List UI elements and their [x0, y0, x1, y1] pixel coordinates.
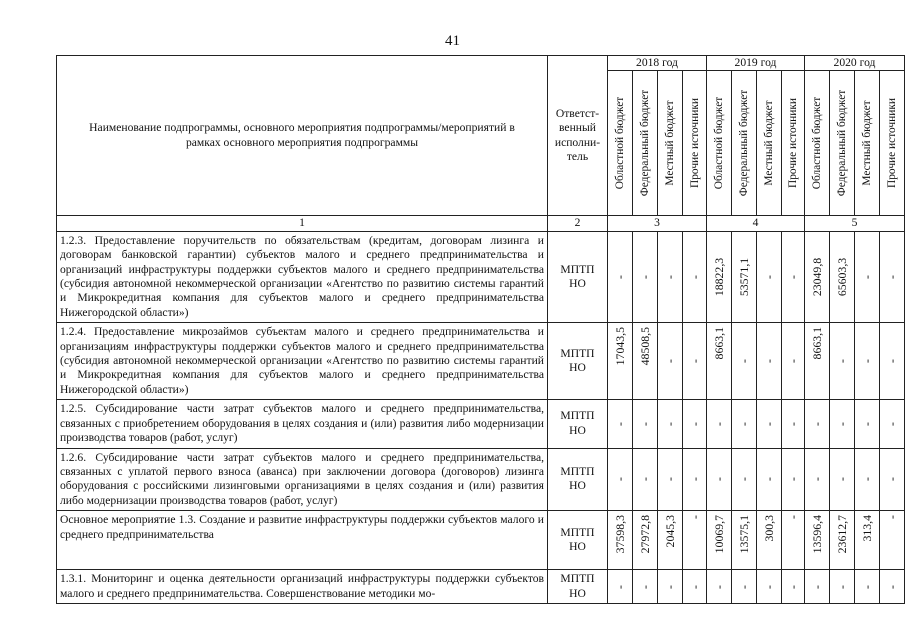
value-text: -: [612, 477, 627, 482]
value-cell: [880, 231, 905, 322]
value-text: -: [637, 421, 652, 426]
value-text: -: [884, 515, 899, 520]
responsible-abbr: МПТП: [560, 346, 595, 360]
value-text: -: [687, 477, 702, 482]
value-cell: [658, 231, 683, 322]
value-text: -: [662, 359, 677, 364]
value-cell: [732, 400, 757, 448]
value-cell: [757, 231, 782, 322]
value-text: -: [884, 275, 899, 279]
value-cell: [732, 448, 757, 511]
table-row: [57, 448, 905, 511]
value-text: 27972,8: [637, 515, 652, 554]
value-cell: [880, 448, 905, 511]
value-cell: [732, 323, 757, 400]
source-header-label: Местный бюджет: [762, 100, 775, 187]
value-cell: [782, 400, 805, 448]
source-header: [880, 71, 905, 216]
row-description: 1.2.6. Субсидирование части затрат субъектов малого и среднего предпринимательства, связанных с уплатой первого взноса (аванса) при заключении договора (договоров) лизинга оборудования с российскими лизинговыми организациями в целях создания и (или) развития либо модернизации производства товаров (работ, услуг): [57, 448, 548, 511]
value-cell: [830, 511, 855, 570]
value-text: 10069,7: [711, 515, 726, 554]
value-cell: [707, 570, 732, 604]
table-row: [57, 323, 905, 400]
value-cell: [683, 323, 707, 400]
responsible-abbr: МПТП: [560, 409, 595, 423]
value-cell: [608, 323, 633, 400]
value-cell: [855, 400, 880, 448]
responsible-abbr: МПТП: [560, 525, 595, 539]
value-text: -: [785, 359, 800, 364]
value-text: -: [761, 477, 776, 482]
value-cell: [633, 570, 658, 604]
source-header-label: Областной бюджет: [712, 97, 725, 190]
value-text: -: [612, 421, 627, 426]
value-text: -: [612, 584, 627, 589]
value-text: -: [637, 584, 652, 589]
value-cell: [880, 400, 905, 448]
value-cell: [732, 511, 757, 570]
value-cell: [683, 570, 707, 604]
value-cell: [658, 323, 683, 400]
value-cell: [707, 323, 732, 400]
value-text: -: [809, 477, 824, 482]
value-text: -: [785, 275, 800, 279]
row-description: 1.2.5. Субсидирование части затрат субъектов малого и среднего предпринимательства, связанных с приобретением оборудования в целях создания и (или) развития либо модернизации производства товаров (работ, услуг): [57, 400, 548, 448]
responsible-line: венный: [559, 121, 596, 135]
value-text: -: [711, 421, 726, 426]
value-cell: [608, 448, 633, 511]
budget-table: [56, 55, 905, 604]
value-cell: [608, 400, 633, 448]
value-text: -: [687, 421, 702, 426]
value-cell: [830, 448, 855, 511]
value-text: -: [785, 477, 800, 482]
value-cell: [633, 511, 658, 570]
value-cell: [830, 400, 855, 448]
source-header: [732, 71, 757, 216]
value-cell: [805, 511, 830, 570]
value-cell: [633, 448, 658, 511]
value-cell: [707, 511, 732, 570]
value-cell: [732, 231, 757, 322]
value-text: -: [834, 421, 849, 426]
value-text: -: [859, 275, 874, 279]
value-text: 13575,1: [736, 515, 751, 554]
column-number-5: 5: [805, 216, 905, 231]
responsible-abbr: НО: [569, 540, 586, 554]
value-text: -: [612, 275, 627, 279]
value-cell: [782, 323, 805, 400]
value-text: -: [736, 359, 751, 364]
responsible-abbr: НО: [569, 277, 586, 291]
responsible-abbr: МПТП: [560, 262, 595, 276]
value-cell: [805, 448, 830, 511]
row-description: 1.3.1. Мониторинг и оценка деятельности организаций инфраструктуры поддержки субъектов малого и среднего предпринимательства. Совершенствование методики мо-: [57, 570, 548, 604]
source-header-label: Федеральный бюджет: [638, 90, 651, 197]
value-text: -: [736, 421, 751, 426]
value-text: 300,3: [761, 515, 776, 542]
source-header: [608, 71, 633, 216]
value-cell: [757, 511, 782, 570]
value-text: -: [884, 359, 899, 364]
source-header-label: Областной бюджет: [810, 97, 823, 190]
page-number: 41: [445, 33, 460, 49]
value-text: 13596,4: [809, 515, 824, 554]
responsible-line: тель: [566, 150, 589, 164]
source-header: [658, 71, 683, 216]
value-cell: [880, 511, 905, 570]
value-text: -: [859, 477, 874, 482]
table-row: [57, 400, 905, 448]
value-text: -: [761, 275, 776, 279]
value-text: 8663,1: [711, 327, 726, 360]
value-cell: [707, 231, 732, 322]
value-text: -: [834, 477, 849, 482]
row-description: 1.2.3. Предоставление поручительств по обязательствам (кредитам, договорам лизинга и договорам банковской гарантии) субъектов малого и среднего предпринимательства и организаций инфраструктуры поддержки субъектов малого и среднего предпринимательства (субсидия автономной некоммерческой организации «Агентство по развитию системы гарантий и Микрокредитная компания для субъектов малого и среднего предпринимательства Нижегородской области»): [57, 231, 548, 322]
responsible-abbr: НО: [569, 586, 586, 600]
value-text: -: [884, 584, 899, 589]
value-cell: [805, 323, 830, 400]
value-text: -: [761, 359, 776, 364]
value-text: -: [785, 584, 800, 589]
source-header: [805, 71, 830, 216]
value-cell: [880, 323, 905, 400]
value-cell: [608, 511, 633, 570]
value-cell: [707, 400, 732, 448]
value-cell: [658, 448, 683, 511]
row-description: Основное мероприятие 1.3. Создание и развитие инфраструктуры поддержки субъектов малого и среднего предпринимательства: [57, 511, 548, 570]
value-text: -: [662, 421, 677, 426]
value-text: 8663,1: [809, 327, 824, 360]
source-header-label: Прочие источники: [885, 98, 898, 189]
responsible-abbr: НО: [569, 479, 586, 493]
value-text: -: [785, 421, 800, 426]
value-cell: [608, 231, 633, 322]
source-header-label: Федеральный бюджет: [835, 90, 848, 197]
responsible-abbr: МПТП: [560, 464, 595, 478]
value-cell: [757, 570, 782, 604]
value-cell: [855, 448, 880, 511]
row-description: 1.2.4. Предоставление микрозаймов субъектам малого и среднего предпринимательства и организациям инфраструктуры поддержки субъектов малого и среднего предпринимательства (субсидия автономной некоммерческой организации «Агентство по развитию системы гарантий и Микрокредитная компания для субъектов малого и среднего предпринимательства Нижегородской области»): [57, 323, 548, 400]
column-number-2: 2: [548, 216, 608, 231]
value-cell: [658, 400, 683, 448]
source-header: [782, 71, 805, 216]
value-cell: [855, 323, 880, 400]
row-responsible: [548, 400, 608, 448]
value-text: 65603,3: [834, 257, 849, 297]
year-header-2018: 2018 год: [608, 56, 707, 71]
value-cell: [757, 400, 782, 448]
value-cell: [782, 231, 805, 322]
source-header: [757, 71, 782, 216]
value-cell: [658, 570, 683, 604]
value-text: -: [662, 477, 677, 482]
value-cell: [608, 570, 633, 604]
source-header-label: Областной бюджет: [613, 97, 626, 190]
column-number-3: 3: [608, 216, 707, 231]
value-cell: [855, 511, 880, 570]
value-text: -: [637, 275, 652, 279]
value-cell: [683, 511, 707, 570]
value-text: 23049,8: [809, 257, 824, 297]
table-row: [57, 570, 905, 604]
value-cell: [757, 448, 782, 511]
value-cell: [683, 400, 707, 448]
value-text: 23612,7: [834, 515, 849, 554]
value-cell: [805, 570, 830, 604]
value-text: -: [711, 477, 726, 482]
value-text: -: [687, 359, 702, 364]
value-text: 37598,3: [612, 515, 627, 554]
value-text: -: [884, 477, 899, 482]
value-text: -: [809, 421, 824, 426]
value-text: -: [859, 584, 874, 589]
value-text: -: [736, 477, 751, 482]
value-cell: [782, 511, 805, 570]
responsible-abbr: НО: [569, 423, 586, 437]
source-header: [830, 71, 855, 216]
source-header: [707, 71, 732, 216]
column-header-name: Наименование подпрограммы, основного мероприятия подпрограммы/мероприятий в рамках основного мероприятия подпрограммы: [57, 56, 548, 216]
value-text: 53571,1: [736, 257, 751, 297]
value-cell: [855, 570, 880, 604]
value-text: -: [687, 275, 702, 279]
row-responsible: [548, 323, 608, 400]
value-text: -: [834, 359, 849, 364]
value-text: 313,4: [859, 515, 874, 542]
value-cell: [830, 323, 855, 400]
source-header-label: Федеральный бюджет: [737, 90, 750, 197]
column-header-responsible: [548, 56, 608, 216]
value-cell: [683, 231, 707, 322]
value-cell: [707, 448, 732, 511]
value-cell: [757, 323, 782, 400]
responsible-line: исполни-: [554, 135, 601, 149]
value-text: -: [662, 275, 677, 279]
value-text: 48508,5: [637, 327, 652, 366]
value-text: -: [884, 421, 899, 426]
value-cell: [732, 570, 757, 604]
responsible-line: Ответст-: [555, 106, 600, 120]
source-header-label: Прочие источники: [786, 98, 799, 189]
value-text: -: [834, 584, 849, 589]
value-cell: [855, 231, 880, 322]
year-header-2019: 2019 год: [707, 56, 805, 71]
value-text: -: [687, 584, 702, 589]
value-cell: [633, 400, 658, 448]
value-cell: [782, 448, 805, 511]
value-cell: [658, 511, 683, 570]
responsible-abbr: НО: [569, 361, 586, 375]
value-cell: [805, 400, 830, 448]
responsible-abbr: МПТП: [560, 572, 595, 586]
table-row: [57, 511, 905, 570]
row-responsible: [548, 570, 608, 604]
row-responsible: [548, 511, 608, 570]
source-header: [855, 71, 880, 216]
value-text: -: [785, 515, 800, 520]
value-cell: [830, 570, 855, 604]
source-header-label: Местный бюджет: [663, 100, 676, 187]
value-text: -: [662, 584, 677, 589]
value-text: -: [859, 359, 874, 364]
value-text: -: [687, 515, 702, 520]
value-text: -: [859, 421, 874, 426]
value-cell: [805, 231, 830, 322]
table-row: [57, 231, 905, 322]
column-number-1: 1: [57, 216, 548, 231]
source-header: [683, 71, 707, 216]
row-responsible: [548, 448, 608, 511]
value-cell: [633, 323, 658, 400]
source-header-label: Местный бюджет: [860, 100, 873, 187]
value-text: 18822,3: [711, 257, 726, 297]
value-text: -: [736, 584, 751, 589]
value-text: 17043,5: [612, 327, 627, 366]
value-cell: [633, 231, 658, 322]
value-text: 2045,3: [662, 515, 677, 548]
value-text: -: [711, 584, 726, 589]
value-text: -: [637, 477, 652, 482]
source-header-label: Прочие источники: [688, 98, 701, 189]
row-responsible: [548, 231, 608, 322]
column-number-4: 4: [707, 216, 805, 231]
value-cell: [683, 448, 707, 511]
value-text: -: [761, 584, 776, 589]
value-cell: [782, 570, 805, 604]
source-header: [633, 71, 658, 216]
value-text: -: [809, 584, 824, 589]
year-header-2020: 2020 год: [805, 56, 905, 71]
value-cell: [830, 231, 855, 322]
value-cell: [880, 570, 905, 604]
value-text: -: [761, 421, 776, 426]
